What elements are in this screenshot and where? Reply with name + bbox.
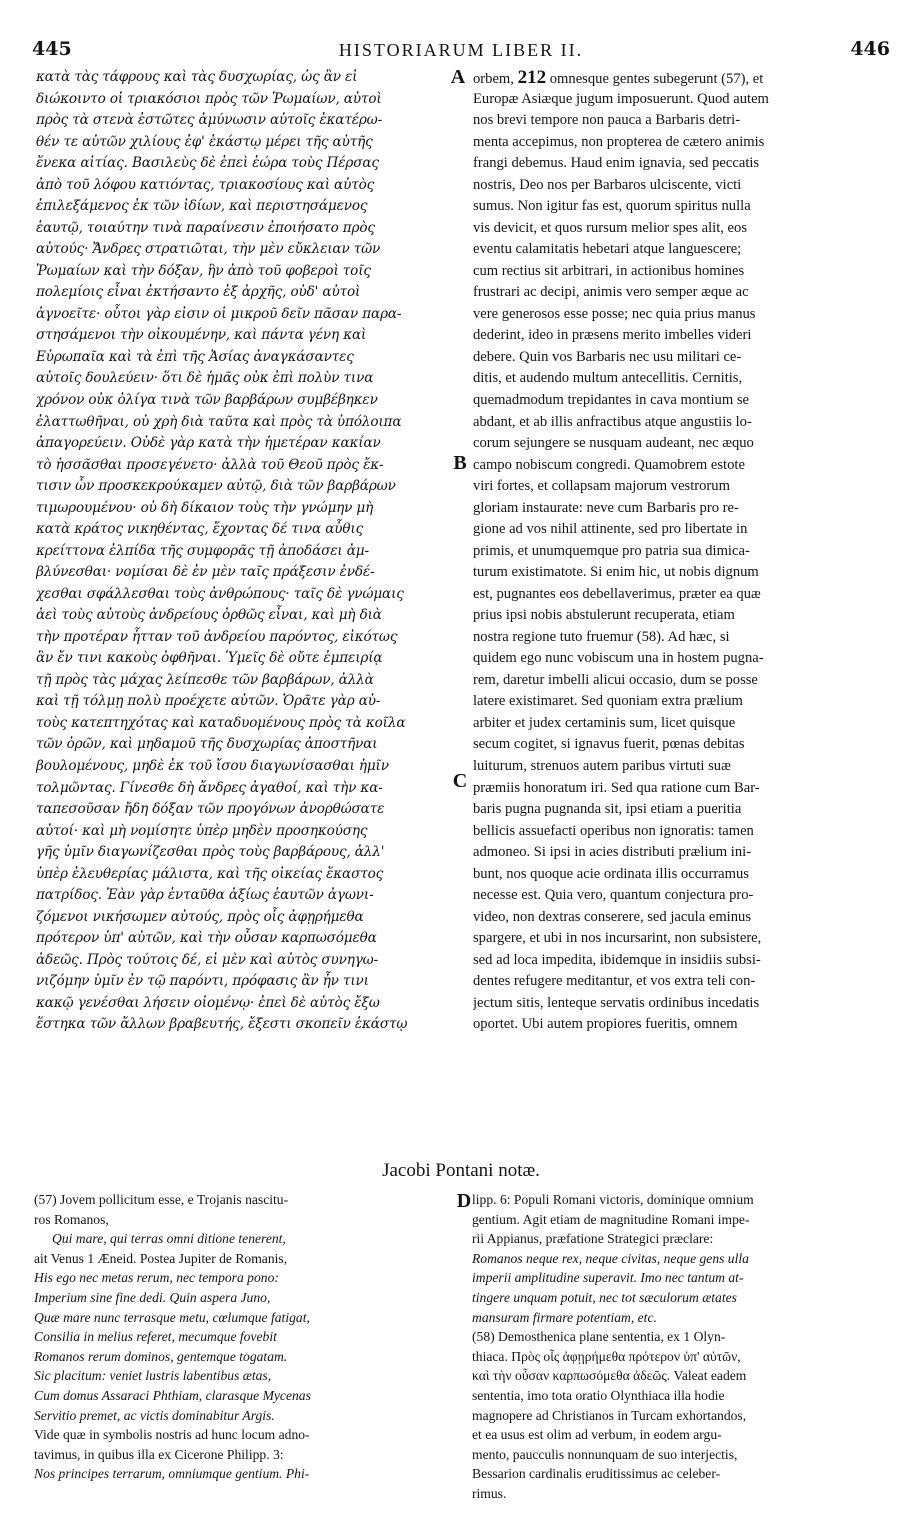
latin-line: Europæ Asiæque jugum imposuerunt. Quod autem (473, 90, 769, 107)
greek-line: ἑαυτῷ, τοιαύτην τινὰ παραίνεσιν ἐποιήσατο πρὸς (36, 219, 375, 236)
latin-line: nos brevi tempore non pauca a Barbaris detri- (473, 112, 741, 129)
running-title: HISTORIARUM LIBER II. (338, 40, 584, 60)
note-line: His ego nec metas rerum, nec tempora pono: (34, 1270, 279, 1286)
latin-line: secum cogitet, si ignavus fuerit, pœnas debitas (473, 736, 745, 753)
greek-line: τιμωρουμένου· οὐ δὴ δίκαιον τοὺς τὴν γνώμην μὴ (36, 499, 374, 516)
note-line: ait Venus 1 Æneid. Postea Jupiter de Romanis, (34, 1250, 288, 1266)
greek-line: ἀγνοεῖτε· οὗτοι γὰρ εἰσιν οἱ μικροῦ δεῖν πᾶσαν παρα- (36, 305, 402, 322)
latin-line: nostra regione tuto fruemur (58). Ad hæc, si (473, 628, 730, 645)
greek-line: βουλομένους, μηδὲ ἐκ τοῦ ἴσου διαγωνίσασθαι ἡμῖν (36, 758, 389, 774)
greek-line: τὸ ἡσσᾶσθαι προσεγένετο· ἀλλὰ τοῦ Θεοῦ πρὸς ἔκ- (36, 456, 384, 473)
latin-first-prefix: orbem, (473, 71, 514, 87)
latin-line: gloriam instaurate: neve cum Barbaris pro re- (473, 499, 739, 516)
greek-line: πρὸς τὰ στενὰ ἑστῶτες ἀμύνωσιν αὐτοῖς ἑκατέρω- (36, 112, 383, 129)
note-line: tavimus, in quibus illa ex Cicerone Philipp. 3: (34, 1446, 284, 1462)
notes-left-column (34, 1190, 450, 1484)
note-line: Servitio premet, ac victis dominabitur Argis. (34, 1407, 275, 1423)
greek-line: ἂν ἔν τινι κακοὺς ὀφθῆναι. Ὑμεῖς δὲ οὔτε ἐμπειρίᾳ (36, 650, 383, 667)
note-line: Nos principes terrarum, omniumque gentium. Phi- (34, 1466, 310, 1482)
latin-line: dentes refugere meditantur, et vos extra teli con- (473, 973, 756, 990)
greek-line: στησάμενοι τὴν οἰκουμένην, καὶ πάντα γένη καὶ (36, 327, 367, 344)
greek-line: αὐτούς· Ἄνδρες στρατιῶται, τὴν μὲν εὔκλειαν τῶν (36, 241, 381, 258)
latin-line: nostris, Deo nos per Barbaros ulciscente, victi (473, 176, 742, 193)
latin-line-first (473, 67, 885, 89)
latin-line: corum sejungere se nusquam audeant, nec æquo (473, 435, 754, 452)
margin-marker-b: B (453, 452, 467, 474)
latin-line: quidem ego nunc vobiscum una in hostem pugna- (473, 650, 764, 667)
latin-line: prius ipsi nobis abstulerunt recuperata, etiam (473, 607, 735, 624)
greek-line: πατρίδος. Ἐὰν γὰρ ἐνταῦθα ἀξίως ἑαυτῶν ἀγωνι- (36, 887, 374, 904)
greek-line: τῇ πρὸς τὰς μάχας λείπεσθε τῶν βαρβάρων, ἀλλὰ (36, 671, 374, 688)
running-header (30, 38, 892, 62)
note-line: mansuram firmare potentiam, etc. (472, 1309, 657, 1325)
latin-line: spargere, et ubi in nos incursarint, non subsistere, (473, 930, 762, 947)
latin-line: luiturum, strenuos autem paribus virtuti suæ (473, 758, 731, 774)
margin-marker-d: D (456, 1190, 472, 1212)
note-line: sententia, imo tota oratio Olynthiaca illa hodie (472, 1387, 725, 1403)
greek-line: κακῷ γενέσθαι λήσειν οἰομένῳ· ἐπεὶ δὲ αὐτὸς ἔξω (36, 994, 380, 1011)
latin-first-suffix: omnesque gentes subegerunt (57), et (549, 71, 764, 87)
greek-line: αὐτοί· καὶ μὴ νομίσητε ὑπὲρ μηδὲν προσηκούσης (36, 822, 368, 839)
latin-line: campo nobiscum congredi. Quamobrem estote (473, 456, 745, 473)
greek-line: πρότερον ὑπ' αὐτῶν, καὶ τὴν οὖσαν καρπωσόμεθα (36, 930, 377, 947)
note-line: thiaca. Πρὸς οἷς ἀφῃρήμεθα πρότερον ὑπ' αὐτῶν, (472, 1348, 741, 1364)
latin-line: jectum sitis, lenteque servatis ordinibus incedatis (473, 994, 760, 1011)
latin-text-column (473, 67, 885, 1036)
greek-line: νιζόμην ὑμῖν ἐν τῷ παρόντι, πρόφασις ἂν ἦν τινι (36, 973, 369, 990)
greek-line: καὶ τῇ τόλμῃ πολὺ προέχετε αὐτῶν. Ὁρᾶτε γὰρ αὐ- (36, 693, 381, 710)
greek-line: πολεμίοις εἶναι ἐκτήσαντο ἐξ ἀρχῆς, οὐδ' αὐτοὶ (36, 284, 361, 301)
note-line: rimus. (472, 1485, 507, 1501)
greek-line: τολμῶντας. Γίνεσθε δὴ ἄνδρες ἀγαθοί, καὶ τὴν κα- (36, 779, 383, 796)
note-line: imperii amplitudine superavit. Imo nec tantum at- (472, 1270, 744, 1286)
latin-line: quemadmodum trepidantes in cava montium se (473, 391, 749, 408)
note-line: Bessarion cardinalis eruditissimus ac celeber- (472, 1466, 721, 1482)
greek-line: αὐτοῖς δουλεύειν· ὅτι δὲ ἡμᾶς οὐκ ἐπὶ πολὺν τινα (36, 370, 374, 387)
latin-line: est, pugnantes eos debellaverimus, præter ea quæ (473, 585, 761, 602)
latin-line: præmiis honoratum iri. Sed qua ratione cum Bar- (473, 779, 760, 796)
note-line: ros Romanos, (34, 1211, 109, 1227)
page-number-right: 446 (850, 38, 890, 60)
greek-line: Εὐρωπαῖα καὶ τὰ ἐπὶ τῆς Ἀσίας ἀναγκάσαντες (36, 348, 354, 365)
latin-line: video, non dextras conserere, sed jacula eminus (473, 908, 751, 925)
note-line: gentium. Agit etiam de magnitudine Romani impe- (472, 1211, 750, 1227)
note-line: (57) Jovem pollicitum esse, e Trojanis nascitu- (34, 1192, 289, 1207)
note-line: magnopere ad Christianos in Turcam exhortandos, (472, 1407, 747, 1423)
latin-line: viri fortes, et collapsam majorum vestrorum (473, 478, 730, 495)
greek-line: τὴν προτέραν ἧτταν τοῦ ἀνδρείου παρόντος, εἰκότως (36, 628, 398, 645)
latin-line: frangi debemus. Haud enim ignavia, sed peccatis (473, 155, 760, 172)
latin-line: gione ad vos nihil attinente, sed pro libertate in (473, 521, 748, 538)
latin-line: menta accepimus, non propterea de cætero animis (473, 133, 765, 150)
latin-line: bunt, nos quoque acie ordinata illis occurramus (473, 865, 749, 882)
latin-line: debere. Quin vos Barbaris nec usu militari ce- (473, 348, 742, 365)
margin-marker-a: A (450, 66, 466, 88)
greek-line: ἕνεκα αἰτίας. Βασιλεὺς δὲ ἐπεὶ ἑώρα τοὺς Πέρσας (36, 155, 379, 172)
greek-line: ἀεὶ τοὺς αὐτοὺς ἀνδρείους ὀρθῶς εἶναι, καὶ μὴ διὰ (36, 607, 382, 624)
note-line: καὶ τὴν οὖσαν καρπωσόμεθα ἀδεῶς. Valeat eadem (472, 1368, 747, 1384)
latin-line: latere existimaret. Sed quoniam extra prælium (473, 693, 743, 710)
latin-line: arbiter et judex certaminis sum, licet quisque (473, 714, 736, 731)
latin-line: cum rectius sit arbitrari, in actionibus homines (473, 262, 745, 279)
greek-line: διώκοιντο οἱ τριακόσιοι πρὸς τῶν Ῥωμαίων, αὐτοὶ (36, 90, 382, 107)
greek-line: κατὰ τὰς τάφρους καὶ τὰς δυσχωρίας, ὡς ἂν εἰ (36, 69, 358, 85)
note-line: tingere unquam potuit, nec tot sæculorum ætates (472, 1289, 737, 1305)
notes-right-column (472, 1190, 886, 1504)
greek-line: ταπεσοῦσαν ἤδη δόξαν τῶν προγόνων ἀνορθώσατε (36, 801, 385, 818)
latin-line: bellicis assuefacti operibus non ignoratis: tamen (473, 822, 754, 839)
greek-line: χρόνον οὐκ ὀλίγα τινὰ τῶν βαρβάρων συμβέβηκεν (36, 391, 378, 408)
greek-line: θέν τε αὐτῶν χιλίους ἐφ' ἑκάστῳ μέρει τῆς αὐτῆς (36, 133, 373, 150)
latin-line: rem, daretur imbelli alicui occasio, dum se posse (473, 671, 758, 688)
greek-line: τῶν ὀρῶν, καὶ μηδαμοῦ τῆς δυσχωρίας ἀποστῆναι (36, 736, 378, 753)
note-line: rii Appianus, præfatione Strategici præclare: (472, 1231, 714, 1247)
note-line: lipp. 6: Populi Romani victoris, dominique omnium (472, 1192, 754, 1207)
greek-line: κατὰ κράτος νικηθέντας, ἔχοντας δέ τινα αὖθις (36, 521, 364, 538)
latin-line: dederint, ideo in præsens merito imbelles videri (473, 327, 752, 344)
latin-line: turum existimatote. Si enim hic, ut nobis dignum (473, 564, 759, 581)
note-line: Quæ mare nunc terrasque metu, cœlumque fatigat, (34, 1309, 310, 1325)
note-line: mento, paucculis nonnunquam de suo interjectis, (472, 1446, 738, 1462)
page-number-left: 445 (32, 38, 72, 60)
latin-line: sumus. Non igitur fas est, quorum spiritus nulla (473, 198, 751, 215)
section-number: 212 (517, 67, 547, 88)
greek-line: γῆς ὑμῖν διαγωνίζεσθαι πρὸς τοὺς βαρβάρους, ἀλλ' (36, 844, 385, 861)
latin-line: baris pugna pugnanda sit, ipsi etiam a pueritia (473, 801, 742, 818)
notes-heading: Jacobi Pontani notæ. (382, 1160, 540, 1181)
greek-line: ἀπαγορεύειν. Οὐδὲ γὰρ κατὰ τὴν ἡμετέραν κακίαν (36, 435, 381, 452)
greek-line: χεσθαι σφάλλεσθαι τοὺς ἀνθρώπους· ταῖς δὲ γνώμαις (36, 585, 404, 602)
note-line: Cum domus Assaraci Phthiam, clarasque Mycenas (34, 1387, 311, 1403)
note-line: (58) Demosthenica plane sententia, ex 1 Olyn- (472, 1329, 726, 1345)
note-line: Sic placitum: veniet lustris labentibus ætas, (34, 1368, 272, 1384)
greek-line: τοὺς κατεπτηχότας καὶ καταδυομένους πρὸς τὰ κοῖλα (36, 714, 406, 731)
greek-line: ἐπιλεξάμενος ἐκ τῶν ἰδίων, καὶ περιστησάμενος (36, 198, 368, 215)
greek-line: ζόμενοι νικήσωμεν αὐτούς, πρὸς οἷς ἀφῃρήμεθα (36, 908, 364, 925)
note-line: Romanos neque rex, neque civitas, neque gens ulla (472, 1250, 749, 1266)
latin-line: necesse est. Quia vero, quantum conjectura pro- (473, 887, 754, 904)
note-line: Imperium sine fine dedi. Quin aspera Juno, (34, 1289, 271, 1305)
latin-line: eventu calamitatis hebetari atque languescere; (473, 241, 742, 258)
note-line: Consilia in melius referet, mecumque fovebit (34, 1329, 277, 1345)
latin-line: primis, et unumquemque pro patria sua dimica- (473, 542, 750, 559)
greek-line: ἀδεῶς. Πρὸς τούτοις δέ, εἰ μὲν καὶ αὐτὸς συνηγω- (36, 951, 379, 968)
margin-marker-c: C (452, 770, 468, 792)
note-line: Vide quæ in symbolis nostris ad hunc locum adno- (34, 1427, 310, 1443)
latin-line: vis devicit, et quos rursum melior spes alit, eos (473, 219, 747, 236)
latin-line: ditis, et audendo multum antecellitis. Cernitis, (473, 370, 743, 387)
greek-line: τισιν ὧν προσκεκρούκαμεν αὐτῷ, διὰ τῶν βαρβάρων (36, 478, 396, 495)
greek-text-column (36, 67, 460, 1036)
greek-line: βλύνεσθαι· νομίσαι δὲ ἐν μὲν ταῖς πράξεσιν ἐνδέ- (36, 564, 375, 581)
latin-line: admoneo. Si ipsi in acies distributi prælium ini- (473, 844, 752, 861)
note-line: Romanos rerum dominos, gentemque togatam. (34, 1348, 288, 1364)
greek-line: ἕστηκα τῶν ἄλλων βραβευτής, ἔξεστι σκοπεῖν ἑκάστῳ (36, 1016, 408, 1033)
latin-line: vere generosos esse posse; nec quia prius manus (473, 305, 756, 322)
latin-line: frustrari ac decipi, animis vero semper æque ac (473, 284, 749, 301)
greek-line: ἐλαττωθῆναι, οὐ χρὴ διὰ ταῦτα καὶ πρὸς τὰ ὑπόλοιπα (36, 413, 402, 430)
greek-line: Ῥωμαίων καὶ τὴν δόξαν, ἣν ἀπὸ τοῦ φοβεροὶ τοῖς (36, 262, 371, 279)
note-line: Qui mare, qui terras omni ditione tenerent, (52, 1231, 286, 1247)
latin-line: sed ad loca impedita, ibidemque in insidiis subsi- (473, 951, 761, 968)
latin-line: oportet. Ubi autem propiores fueritis, omnem (473, 1016, 738, 1033)
greek-line: κρείττονα ἐλπίδα τῆς συμφορᾶς τῇ ἀποδάσει ἀμ- (36, 542, 369, 559)
note-line: et ea usus est olim ad verbum, in eodem argu- (472, 1427, 722, 1443)
greek-line: ὑπὲρ ἐλευθερίας μάλιστα, καὶ τῆς οἰκείας ἕκαστος (36, 865, 384, 882)
greek-line: ἀπὸ τοῦ λόφου κατιόντας, τριακοσίους καὶ αὐτὸς (36, 176, 375, 193)
latin-line: abdant, et ab illis anfractibus atque angustiis lo- (473, 413, 752, 430)
